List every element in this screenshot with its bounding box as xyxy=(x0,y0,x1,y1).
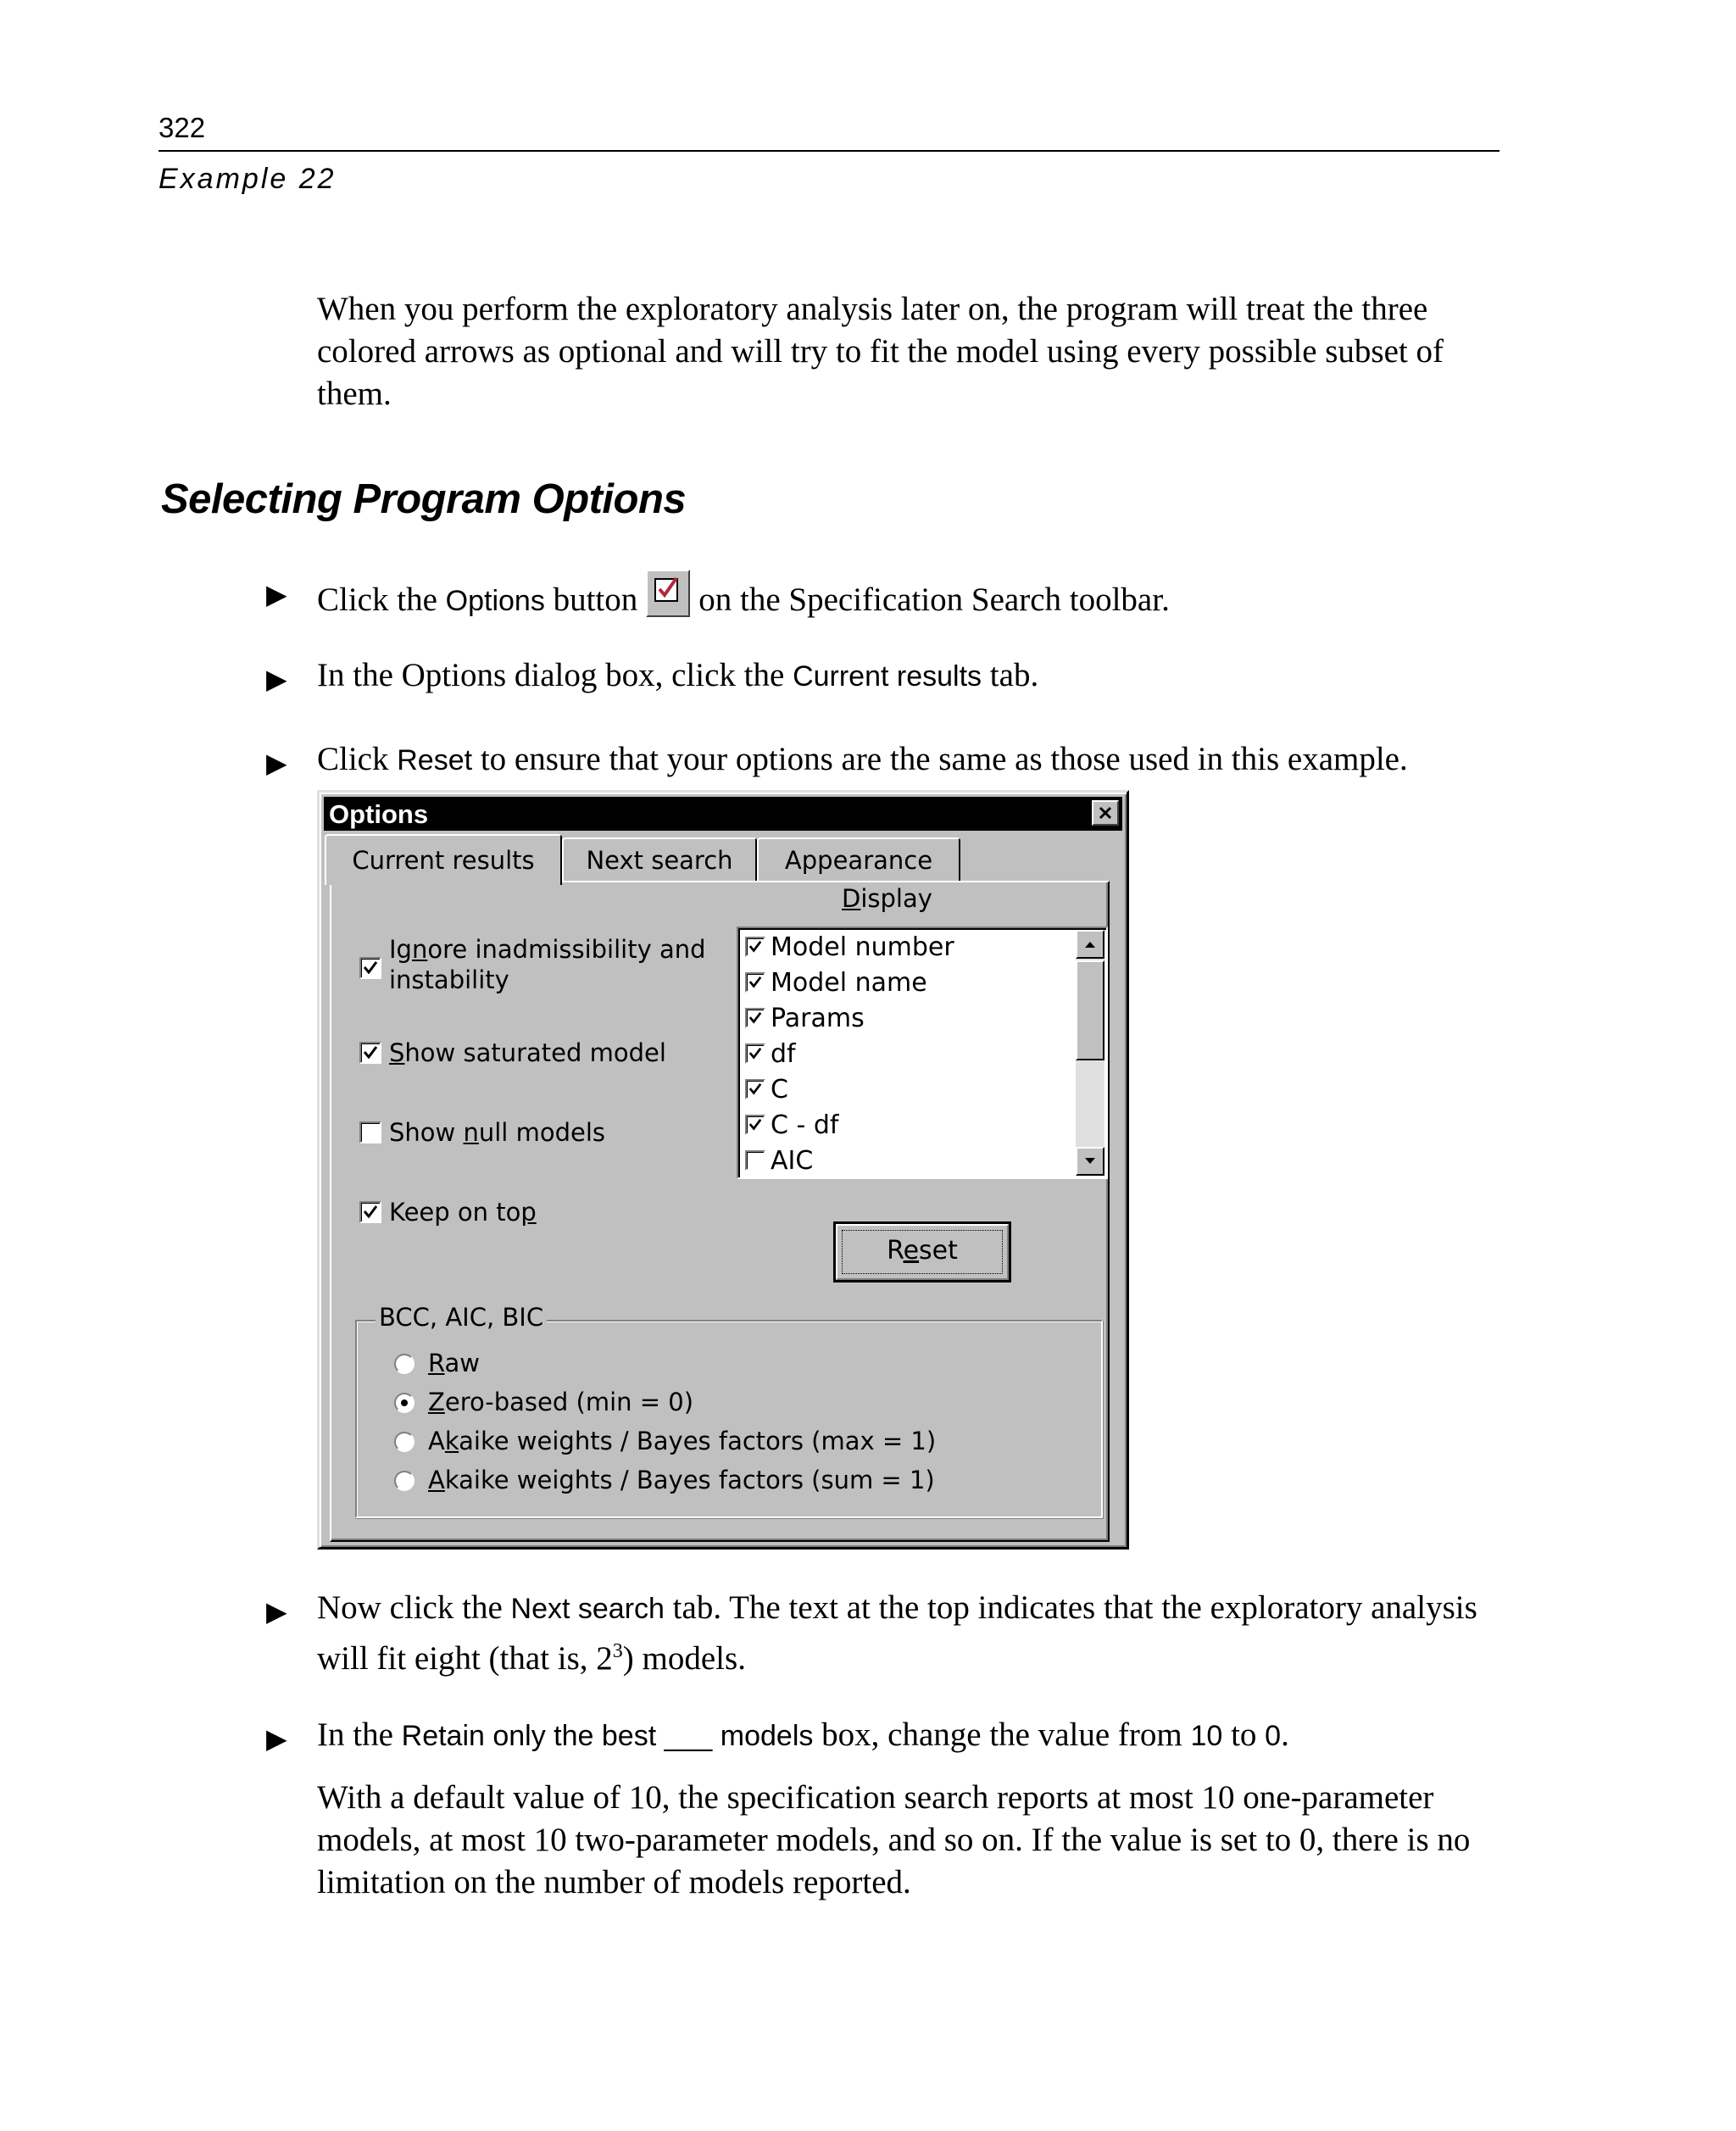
radio-akaike-max[interactable] xyxy=(394,1432,415,1452)
scroll-up-button[interactable] xyxy=(1076,930,1104,959)
bullet-3: Click Reset to ensure that your options are the same as those used in this example. xyxy=(317,741,1408,777)
checkmark-icon xyxy=(363,960,378,976)
list-item-checkbox[interactable] xyxy=(745,1115,765,1135)
reset-button-label: Reset xyxy=(887,1236,958,1266)
keep-on-top-checkbox[interactable] xyxy=(359,1201,381,1223)
list-item-checkbox[interactable] xyxy=(745,1150,765,1171)
checkmark-icon xyxy=(748,1011,762,1025)
checkmark-icon xyxy=(748,940,762,954)
list-item-checkbox[interactable] xyxy=(745,1043,765,1064)
display-listbox[interactable] xyxy=(737,926,1108,1179)
checkmark-icon xyxy=(748,1118,762,1132)
list-item[interactable]: Model name xyxy=(745,965,927,999)
display-label: Display xyxy=(842,884,932,913)
intro-paragraph: When you perform the exploratory analysis later on, the program will treat the three colored arrows as optional and will try to fit the model using every possible subset of them. xyxy=(317,291,1444,412)
dialog-titlebar[interactable] xyxy=(324,797,1122,831)
bullet-arrow-icon: ▶ xyxy=(266,579,287,609)
scroll-down-button[interactable] xyxy=(1076,1147,1104,1176)
checkmark-icon xyxy=(748,976,762,989)
checkmark-icon xyxy=(748,1082,762,1096)
ignore-inadmissibility-label: Ignore inadmissibility and xyxy=(389,935,706,964)
dialog-title: Options xyxy=(329,799,429,829)
list-scrollbar[interactable] xyxy=(1076,930,1104,1176)
section-heading: Selecting Program Options xyxy=(161,476,687,522)
radio-raw[interactable] xyxy=(394,1354,415,1374)
list-item-checkbox[interactable] xyxy=(745,1079,765,1099)
list-item-checkbox[interactable] xyxy=(745,937,765,957)
running-head: Example 22 xyxy=(159,163,337,195)
bullet-1: Click the Options button on the Specification Search toolbar. xyxy=(317,570,1504,622)
bullet-arrow-icon: ▶ xyxy=(266,664,287,694)
radio-zero-based-label: Zero-based (min = 0) xyxy=(428,1388,694,1416)
reset-button[interactable] xyxy=(833,1221,1011,1282)
group-legend: BCC, AIC, BIC xyxy=(376,1303,547,1332)
list-item-checkbox[interactable] xyxy=(745,1008,765,1028)
closing-paragraph: With a default value of 10, the specification search reports at most 10 one-parameter models, at most 10 two-parameter models, and so on. If the value is set to 0, there is no limitation on the number of models reported. xyxy=(317,1779,1471,1900)
checkmark-icon xyxy=(363,1045,378,1060)
list-item[interactable]: C - df xyxy=(745,1108,838,1142)
bullet-arrow-icon: ▶ xyxy=(266,748,287,778)
radio-akaike-sum-label: Akaike weights / Bayes factors (sum = 1) xyxy=(428,1466,935,1494)
header-rule xyxy=(159,150,1500,152)
tab-appearance[interactable]: Appearance xyxy=(757,837,960,882)
radio-akaike-sum[interactable] xyxy=(394,1471,415,1491)
options-button-icon xyxy=(646,570,690,617)
bullet-arrow-icon: ▶ xyxy=(266,1723,287,1754)
list-item[interactable]: Model number xyxy=(745,930,954,964)
radio-zero-based[interactable] xyxy=(394,1393,415,1413)
options-dialog xyxy=(317,790,1129,1550)
bullet-arrow-icon: ▶ xyxy=(266,1596,287,1627)
checkmark-icon xyxy=(363,1205,378,1220)
radio-raw-label: Raw xyxy=(428,1349,481,1377)
bullet-5: In the Retain only the best ___ models box, change the value from 10 to 0. xyxy=(317,1716,1289,1753)
list-item-checkbox[interactable] xyxy=(745,972,765,993)
list-item[interactable]: df xyxy=(745,1037,796,1071)
arrow-up-icon xyxy=(1084,940,1096,949)
keep-on-top-label: Keep on top xyxy=(389,1198,537,1227)
bcc-aic-bic-group xyxy=(355,1303,1103,1518)
ignore-inadmissibility-checkbox[interactable] xyxy=(359,957,381,979)
show-null-label: Show null models xyxy=(389,1118,605,1147)
checkmark-icon xyxy=(748,1047,762,1060)
show-saturated-checkbox[interactable] xyxy=(359,1042,381,1064)
tab-current-results[interactable]: Current results xyxy=(325,834,562,885)
list-item[interactable]: AIC xyxy=(745,1143,813,1177)
page-number: 322 xyxy=(159,112,206,143)
list-item[interactable]: C xyxy=(745,1072,788,1106)
ignore-inadmissibility-label-line2: instability xyxy=(389,965,509,994)
bullet-4: Now click the Next search tab. The text at the top indicates that the exploratory analysis will fit eight (that is, $2^3$) models. xyxy=(317,1589,1477,1677)
arrow-down-icon xyxy=(1084,1157,1096,1166)
bullet-2: In the Options dialog box, click the Current results tab. xyxy=(317,657,1039,693)
show-null-checkbox[interactable] xyxy=(359,1121,381,1143)
radio-akaike-max-label: Akaike weights / Bayes factors (max = 1) xyxy=(428,1427,937,1455)
show-saturated-label: Show saturated model xyxy=(389,1038,666,1067)
options-term: Options xyxy=(445,585,545,617)
scroll-thumb[interactable] xyxy=(1076,960,1104,1060)
list-item[interactable]: Params xyxy=(745,1001,865,1035)
tab-next-search[interactable]: Next search xyxy=(562,837,757,882)
close-button[interactable] xyxy=(1092,800,1119,826)
close-icon xyxy=(1099,806,1112,820)
current-results-panel xyxy=(330,881,1110,1542)
